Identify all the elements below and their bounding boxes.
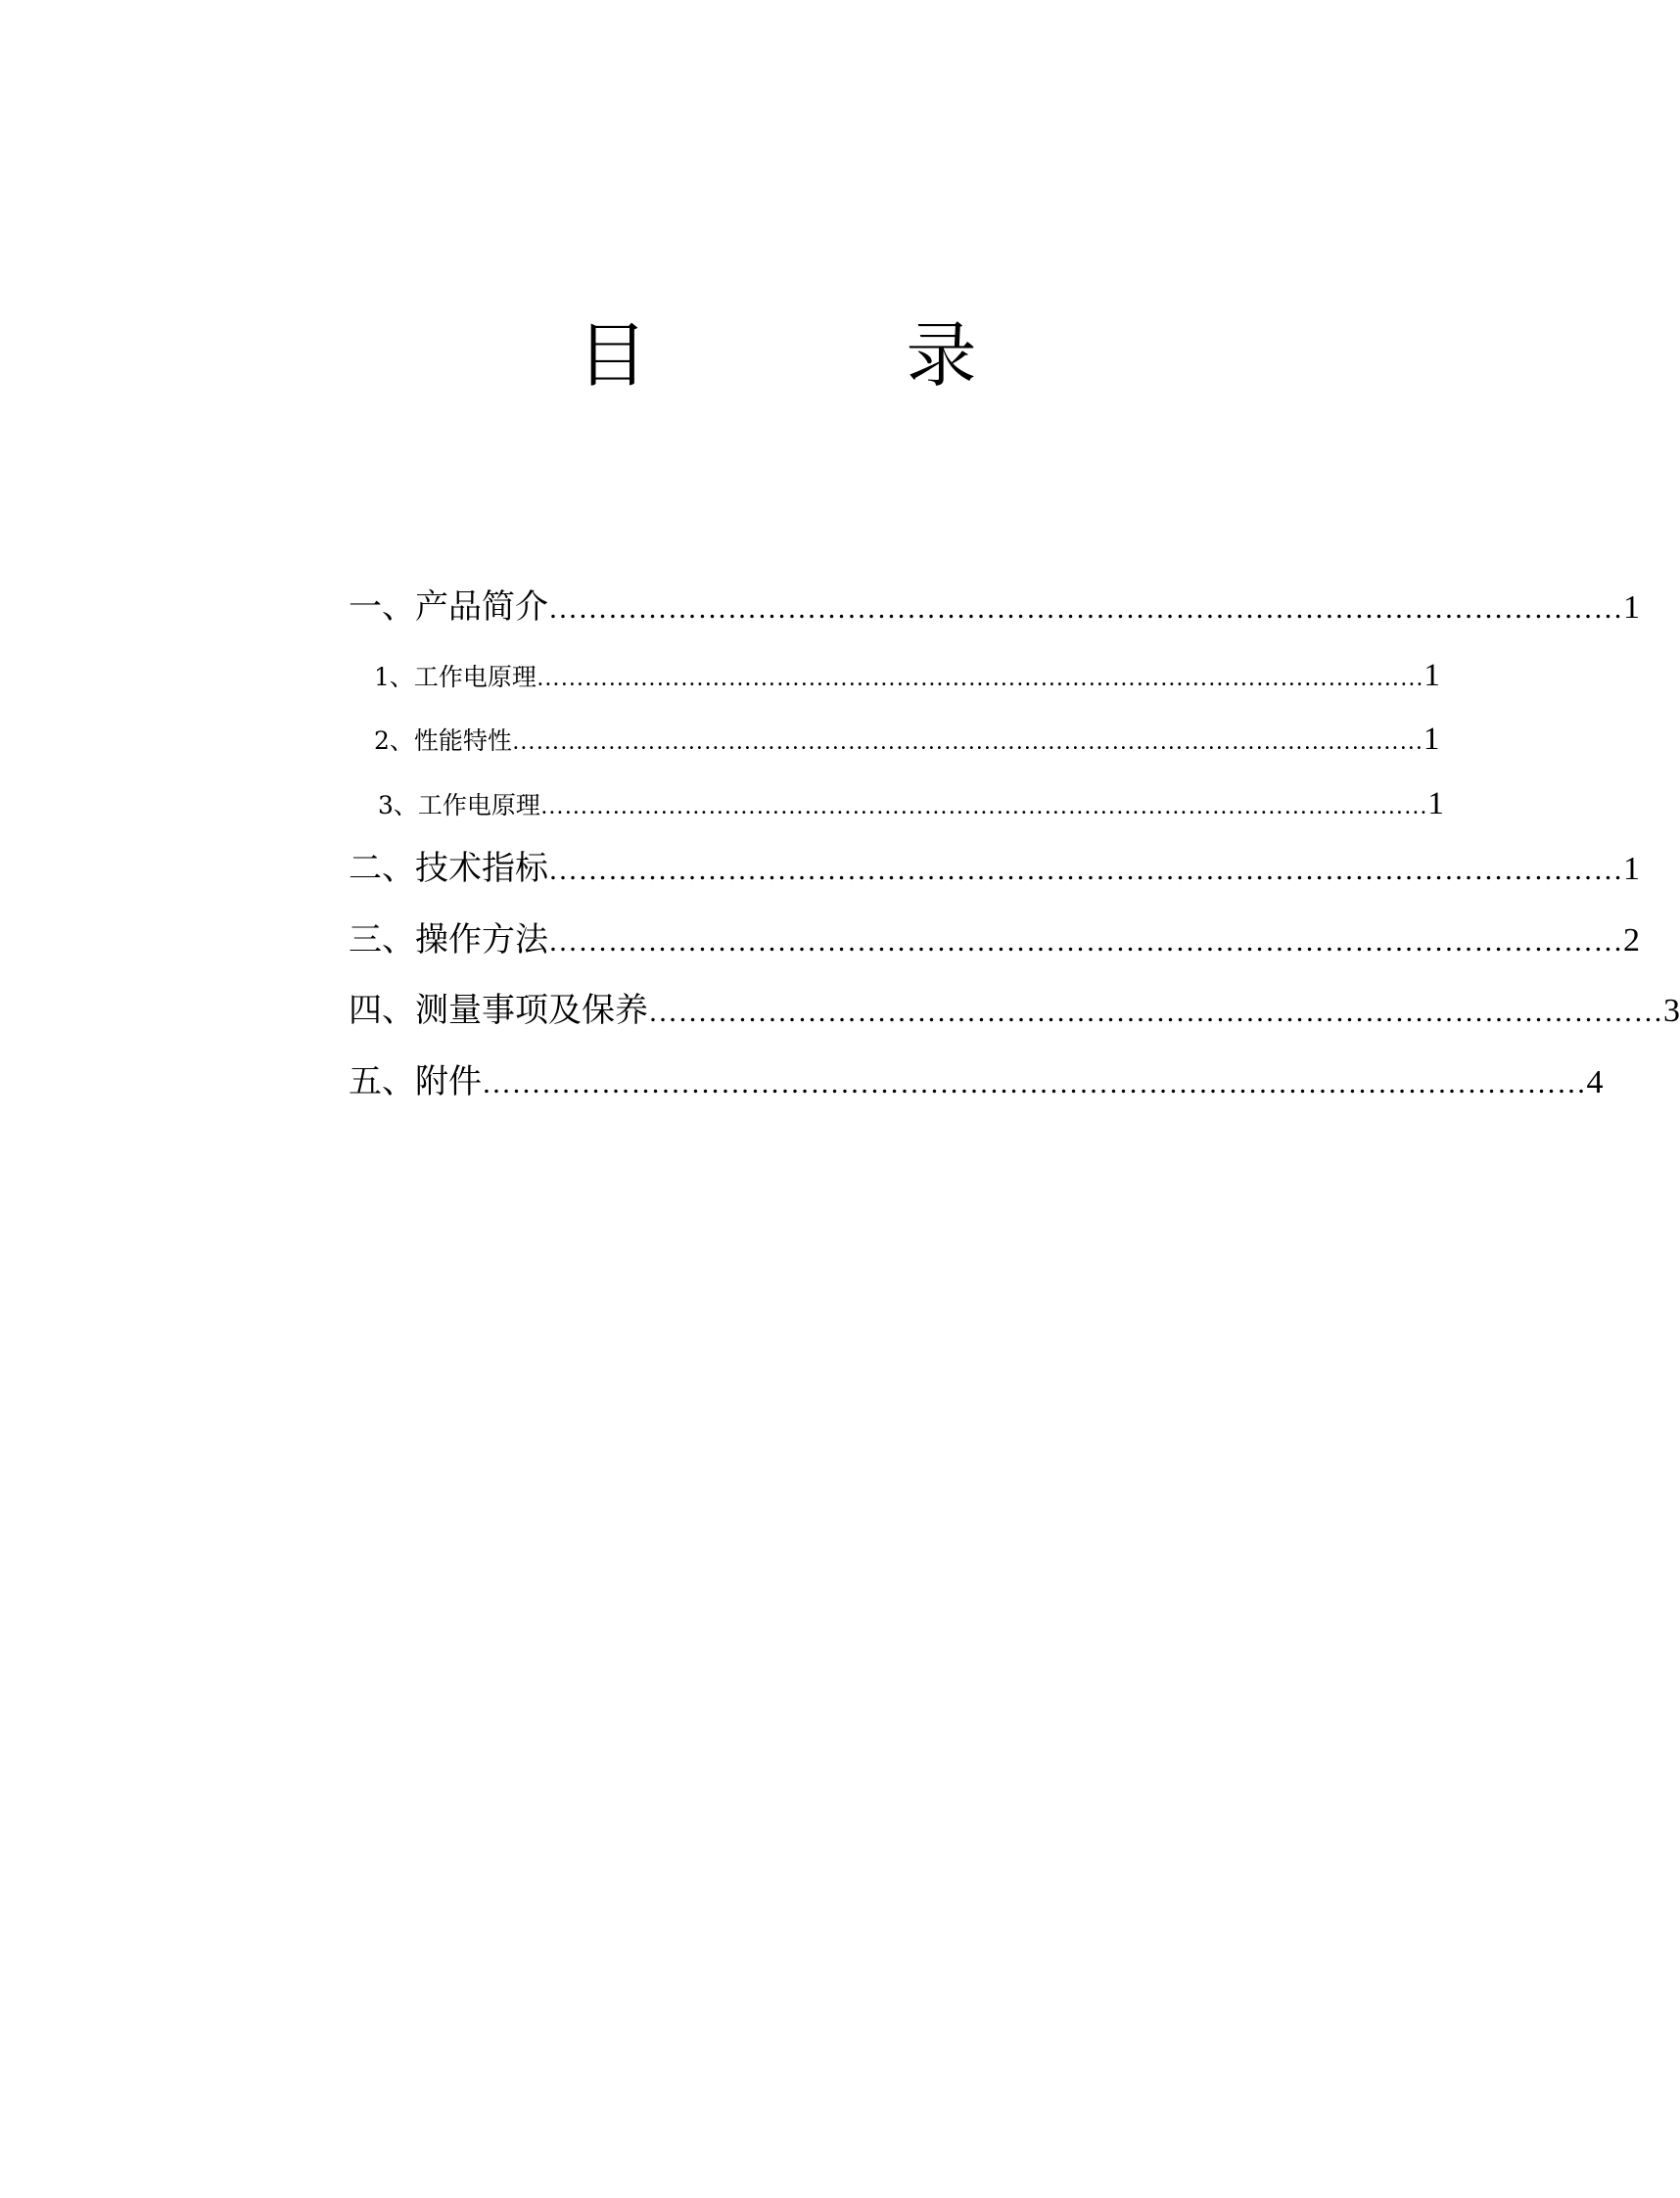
toc-leader-dots: ………………………………………………………………………………………………… — [536, 666, 1424, 691]
toc-entry-label: 四、测量事项及保养 — [349, 991, 648, 1030]
toc-leader-dots: …………………………………………………………………………………………………… — [511, 729, 1423, 755]
toc-entry-label: 3、工作电原理 — [378, 791, 540, 819]
toc-entry[interactable] — [374, 720, 1440, 759]
toc-entry[interactable] — [349, 1058, 1604, 1105]
toc-leader-dots: ………………………………………………………………………………………………… — [482, 1067, 1587, 1099]
toc-leader-dots: ………………………………………………………………………………………… — [648, 996, 1663, 1028]
toc-page-number: 2 — [1623, 922, 1640, 959]
toc-leader-dots: ………………………………………………………………………………………………… — [539, 794, 1428, 819]
toc-entry-label: 五、附件 — [349, 1062, 482, 1101]
toc-page-number: 1 — [1427, 786, 1444, 821]
toc-entry[interactable] — [349, 845, 1640, 892]
page-title: 目 录 — [577, 314, 1071, 397]
toc-page-number: 1 — [1423, 722, 1440, 757]
toc-page-number: 1 — [1623, 589, 1640, 626]
toc-entry[interactable] — [378, 784, 1444, 823]
toc-entry-label: 2、性能特性 — [374, 726, 512, 755]
toc-entry-label: 二、技术指标 — [349, 849, 548, 888]
toc-entry[interactable] — [349, 584, 1640, 631]
toc-leader-dots: ……………………………………………………………………………………………… — [548, 854, 1623, 886]
toc-page-number: 1 — [1623, 851, 1640, 887]
toc-entry-label: 1、工作电原理 — [374, 663, 537, 691]
toc-page-number: 4 — [1586, 1064, 1604, 1100]
toc-entry[interactable] — [349, 916, 1640, 963]
toc-entry-label: 三、操作方法 — [349, 920, 548, 959]
toc-entry[interactable] — [374, 656, 1440, 695]
toc-leader-dots: ……………………………………………………………………………………………… — [548, 592, 1623, 625]
toc-entry-label: 一、产品简介 — [349, 587, 548, 627]
toc-entry[interactable] — [349, 987, 1680, 1034]
toc-page-number: 3 — [1663, 993, 1680, 1029]
toc-leader-dots: ……………………………………………………………………………………………… — [548, 925, 1623, 958]
toc-page-number: 1 — [1423, 658, 1440, 693]
